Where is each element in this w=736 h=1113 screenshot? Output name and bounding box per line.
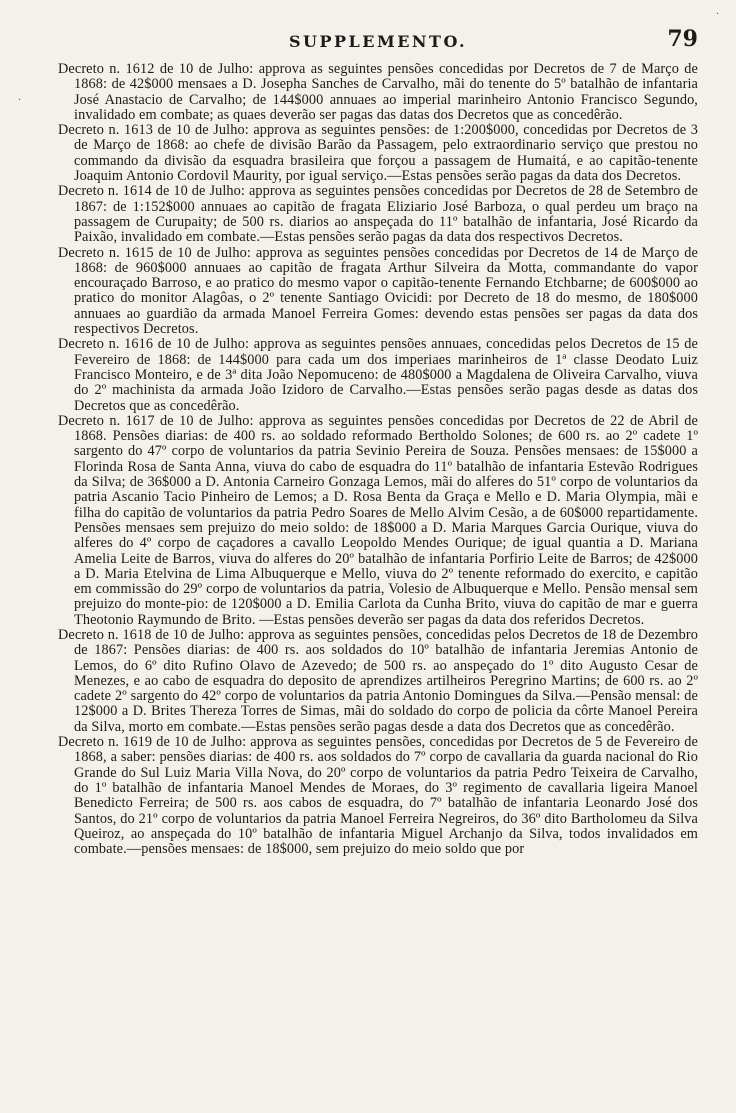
decree-entry-1615: Decreto n. 1615 de 10 de Julho: approva as seguintes pensões concedidas por Decretos de 14 de Março de 1868: de 960$000 annuaes ao capitão de fragata Arthur Silveira da Motta, commandante do vapor encouraçado Barroso, e ao pratico do mesmo vapor o capitão-tenente Fernando Etchbarne; de 600$000 ao pratico do monitor Alagôas, o 2º tenente Santiago Ovicidi: por Decreto de 18 do mesmo, de 180$000 annuaes ao guardião da armada Manoel Ferreira Gomes: devendo estas pensões ser pagas da data dos respectivos Decretos.	[58, 244, 698, 338]
decree-entry-1618: Decreto n. 1618 de 10 de Julho: approva as seguintes pensões, concedidas pelos Decretos de 18 de Dezembro de 1867: Pensões diarias: de 400 rs. aos soldados do 10º batalhão de infantaria Jeremias Antonio de Lemos, do 6º dito Rufino Olavo de Azevedo; de 500 rs. ao anspeçado do 1º dito Augusto Cesar de Menezes, e ao cabo de esquadra do deposito de aprendizes artilheiros Peregrino Martins; de 600 rs. ao 2º cadete 2º sargento do 42º corpo de voluntarios da patria Antonio Domingues da Silva.—Pensão mensal: de 12$000 a D. Brites Thereza Torres de Simas, mãi do soldado do corpo de policia da côrte Manoel Pereira da Silva, morto em combate.—Estas pensões serão pagas desde a data dos Decretos que as concedêrão.	[58, 626, 698, 735]
margin-speck: .	[716, 6, 720, 17]
decree-entry-1617: Decreto n. 1617 de 10 de Julho: approva as seguintes pensões concedidas por Decretos de 22 de Abril de 1868. Pensões diarias: de 400 rs. ao soldado reformado Bertholdo Solones; de 600 rs. ao 2º cadete 1º sargento do 47º corpo de voluntarios da patria Sevinio Pereira de Souza. Pensões mensaes: de 15$000 a Florinda Rosa de Santa Anna, viuva do cabo de esquadra do 11º batalhão de infantaria Estevão Rodrigues da Silva; de 36$000 a D. Antonia Carneiro Gonzaga Lemos, mãi do alferes do 51º corpo de voluntarios da patria Ascanio Tacio Pinheiro de Lemos; a D. Rosa Benta da Graça e Mello e D. Maria Olympia, mãi e filha do capitão de voluntarios da patria Pedro Soares de Mello Alvim Cesão, a de 60$000 repartidamente. Pensões mensaes sem prejuizo do meio soldo: de 18$000 a D. Maria Marques Garcia Ourique, viuva do alferes do 4º corpo de caçadores a cavallo Leopoldo Mendes Ourique; de igual quantia a D. Mariana Amelia Leite de Barros, viuva do alferes do 20º batalhão de infantaria Porfirio Leite de Barros; de 42$000 a D. Maria Etelvina de Lima Albuquerque e Mello, viuva do 2º tenente reformado do exercito, e capitão em commissão do 29º corpo de voluntarios da patria, Volesio de Albuquerque e Mello. Pensão mensal sem prejuizo do monte-pio: de 120$000 a D. Emilia Carlota da Cunha Brito, viuva do capitão de mar e guerra Theotonio Raymundo de Brito. —Estas pensões deverão ser pagas da data dos referidos Decretos.	[58, 412, 698, 628]
decree-entry-1616: Decreto n. 1616 de 10 de Julho: approva as seguintes pensões annuaes, concedidas pelos Decretos de 15 de Fevereiro de 1868: de 144$000 para cada um dos imperiaes marinheiros de 1ª classe Deodato Luiz Francisco Monteiro, e de 3ª dita João Nepomuceno: de 480$000 a Magdalena de Oliveira Carvalho, viuva do 2º machinista da armada João Izidoro de Carvalho.—Estas pensões serão pagas desde as datas dos Decretos que as concedêrão.	[58, 336, 698, 414]
decree-entry-1614: Decreto n. 1614 de 10 de Julho: approva as seguintes pensões concedidas por Decretos de 28 de Setembro de 1867: de 1:152$000 annuaes ao capitão de fragata Eliziario José Barboza, o qual perdeu um braço na passagem de Curupaity; de 500 rs. diarios ao anspeçada do 11º batalhão de infantaria, José Ricardo da Paixão, invalidado em combate.—Estas pensões serão pagas da data dos respectivos Decretos.	[58, 183, 698, 246]
page-header	[58, 26, 698, 54]
running-title: SUPPLEMENTO.	[288, 32, 468, 51]
decree-entry-1619: Decreto n. 1619 de 10 de Julho: approva as seguintes pensões, concedidas por Decretos de 5 de Fevereiro de 1868, a saber: pensões diarias: de 400 rs. aos soldados do 7º corpo de cavallaria da guarda nacional do Rio Grande do Sul Luiz Maria Villa Nova, do 20º corpo de voluntarios da patria Pedro Teixeira de Carvalho, do 1º batalhão de infantaria Manoel Mendes de Moraes, do 3º regimento de cavallaria ligeira Manoel Benedicto Ferreira; de 500 rs. aos cabos de esquadra, do 7º batalhão de infantaria Leonardo José dos Santos, do 21º corpo de voluntarios da patria Manoel Ferreira Negreiros, do 36º dito Bartholomeu da Silva Queiroz, ao anspeçada do 10º batalhão de infantaria Miguel Archanjo da Silva, todos invalidados em combate.—pensões mensaes: de 18$000, sem prejuizo do meio soldo que por	[58, 734, 698, 858]
decree-entry-1612: Decreto n. 1612 de 10 de Julho: approva as seguintes pensões concedidas por Decretos de 7 de Março de 1868: de 42$000 mensaes a D. Josepha Sanches de Carvalho, mãi do tenente do 5º batalhão de infantaria José Anastacio de Carvalho; de 144$000 annuaes ao imperial marinheiro Antonio Francisco Segundo, invalidado em combate; as quaes deverão ser pagas das datas dos Decretos que as concedêrão.	[58, 61, 698, 123]
decree-entry-1613: Decreto n. 1613 de 10 de Julho: approva as seguintes pensões: de 1:200$000, concedidas por Decretos de 3 de Março de 1868: ao chefe de divisão Barão da Passagem, pelo extraordinario serviço que prestou no commando da divisão da esquadra brasileira que forçou a passagem de Humaitá, e ao capitão-tenente Joaquim Antonio Cordovil Maurity, por igual serviço.—Estas pensões serão pagas da data dos Decretos.	[58, 122, 698, 185]
margin-speck: .	[18, 92, 22, 103]
decree-list	[58, 62, 698, 857]
page-number: 79	[667, 26, 698, 52]
